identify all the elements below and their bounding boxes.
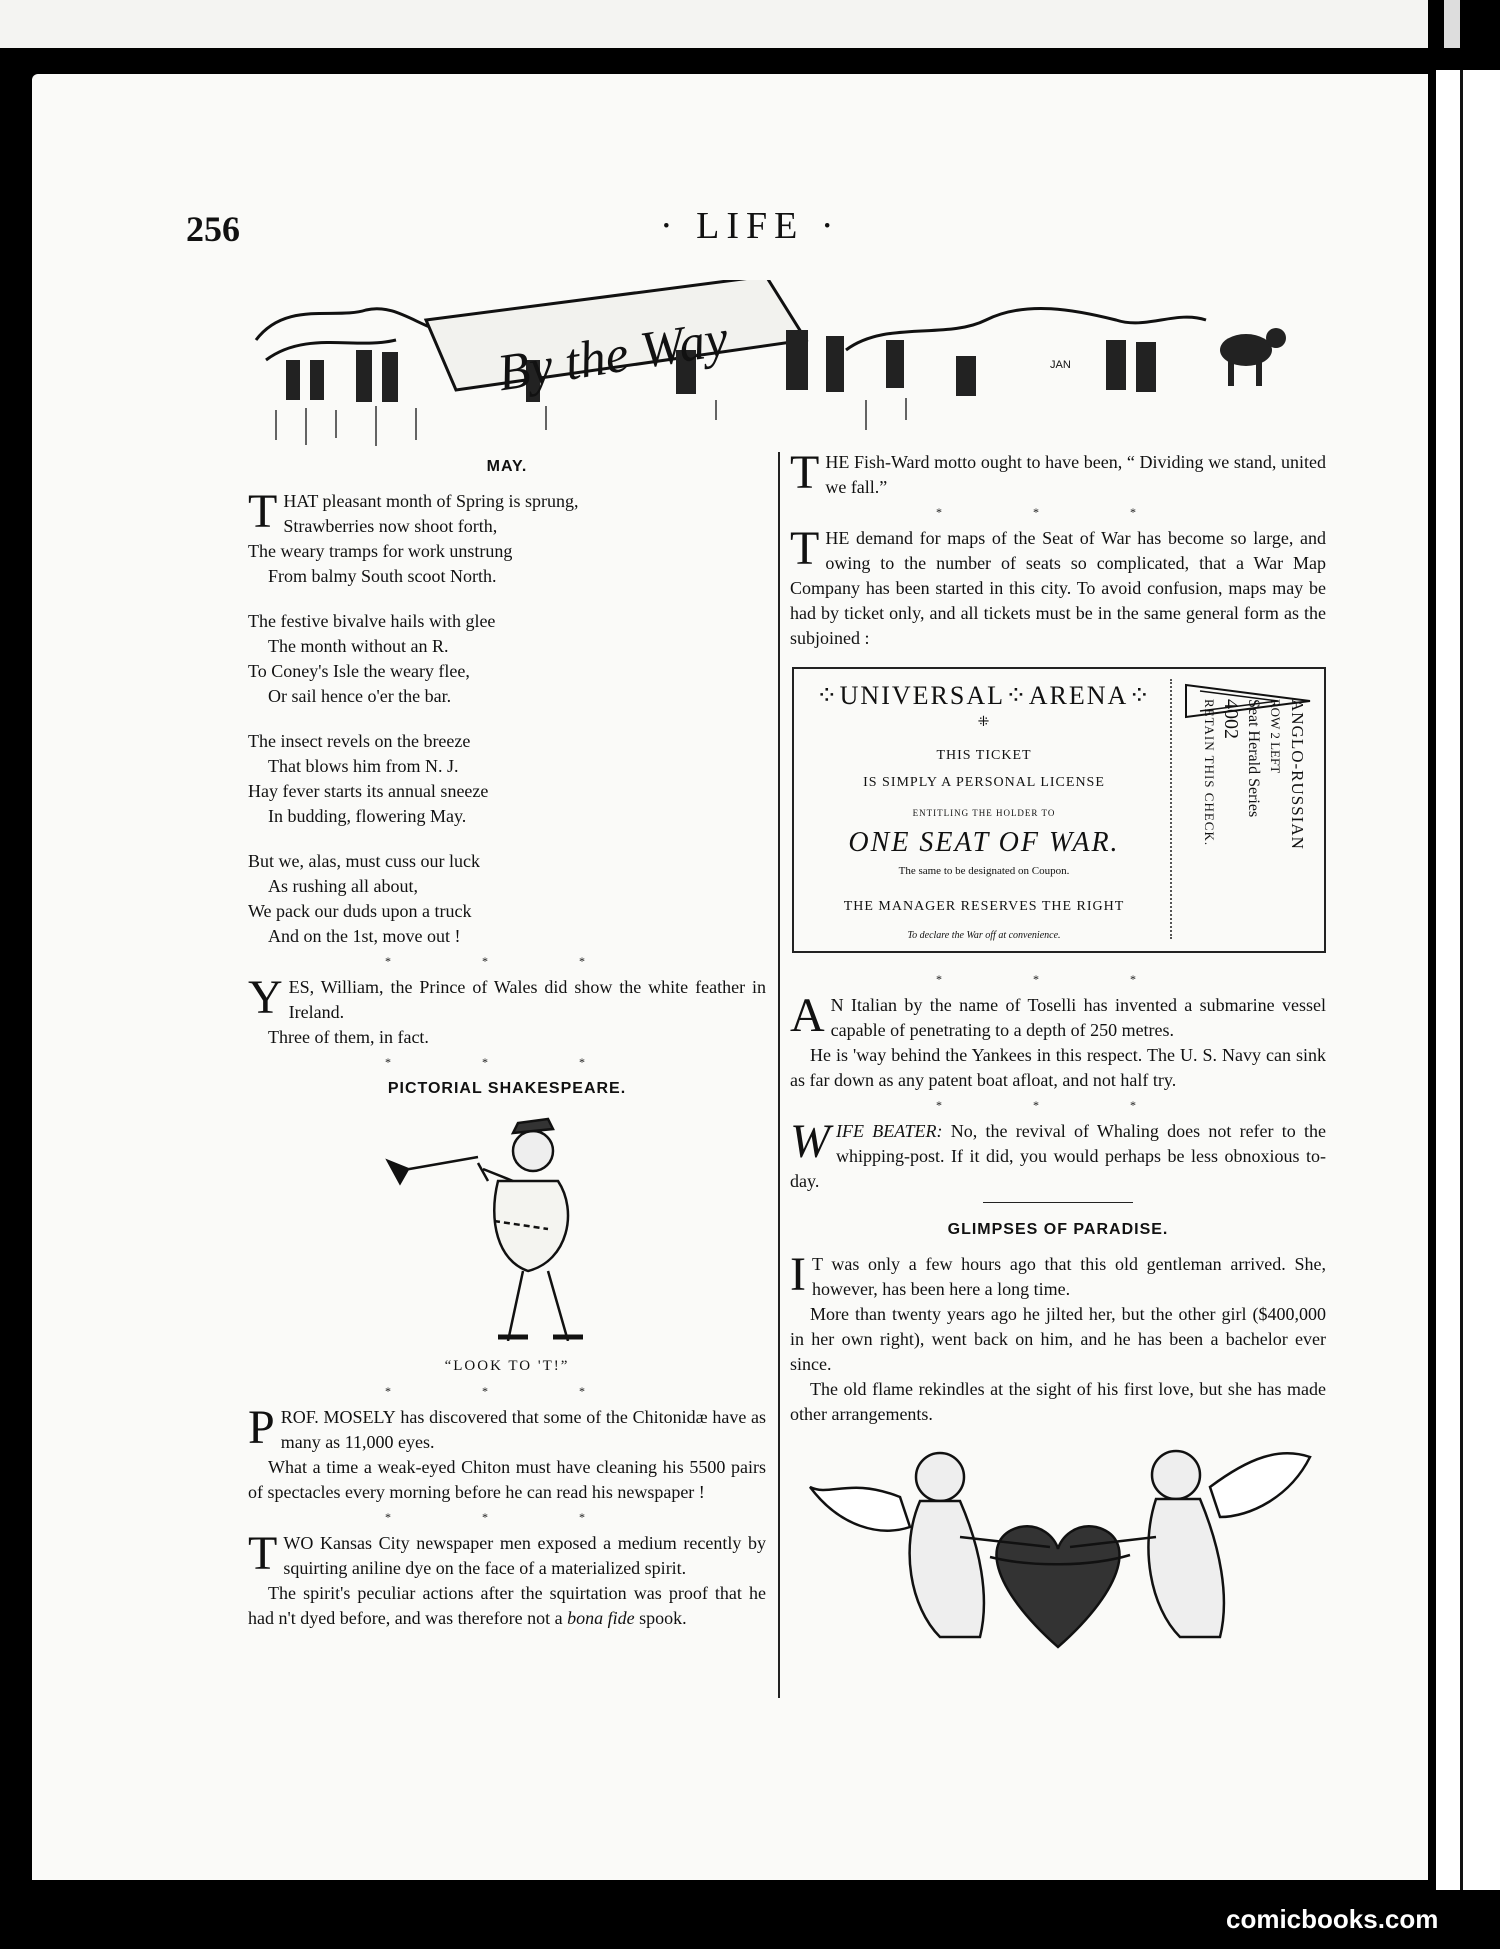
- dropcap: W: [790, 1115, 830, 1168]
- left-column: [248, 452, 766, 1631]
- ticket-main: [794, 669, 1174, 951]
- poem-line: HAT pleasant month of Spring is sprung,: [283, 491, 579, 511]
- lead-words: IFE BEATER:: [835, 1121, 943, 1141]
- poem-line: As rushing all about,: [268, 876, 418, 896]
- paradise-text: T was only a few hours ago that this old gentleman arrived. She, however, has been here a long time.: [811, 1254, 1326, 1299]
- fishward-text: Fish-Ward motto ought to have been, “ Dividing we stand, united we fall.”: [825, 452, 1326, 497]
- poem-line: The month without an R.: [268, 636, 449, 656]
- may-stanza-2: [248, 609, 766, 709]
- poem-line: The weary tramps for work unstrung: [248, 541, 513, 561]
- previous-page-corner: [1444, 0, 1460, 48]
- poem-line: Hay fever starts its annual sneeze: [248, 781, 489, 801]
- kansas-paragraph-2: [248, 1581, 766, 1631]
- cupids-illustration: [790, 1437, 1326, 1677]
- warmap-paragraph: [790, 522, 1326, 651]
- may-stanza-1: [248, 485, 766, 589]
- poem-line: The festive bivalve hails with glee: [248, 611, 496, 631]
- poem-line: In budding, flowering May.: [268, 806, 467, 826]
- banner-signature: JAN: [1050, 359, 1071, 371]
- poem-line: But we, alas, must cuss our luck: [248, 851, 480, 871]
- ticket-stub: [1178, 681, 1318, 939]
- poem-line: To Coney's Isle the weary flee,: [248, 661, 470, 681]
- italic-phrase: bona fide: [567, 1608, 635, 1628]
- toselli-paragraph: [790, 989, 1326, 1043]
- poem-line: Or sail hence o'er the bar.: [268, 686, 452, 706]
- wifebeater-paragraph: [790, 1115, 1327, 1194]
- page-number: 256: [186, 209, 240, 249]
- wifebeater-text: No, the revival of Whaling does not refer to the whipping-post. If it did, you would perhaps be less obnoxious to-day.: [790, 1121, 1327, 1191]
- ticket-ornament: ⁜: [977, 715, 991, 730]
- ticket-line: The same to be designated on Coupon.: [898, 865, 1070, 877]
- war-ticket: [792, 667, 1326, 953]
- running-title: · LIFE ·: [660, 205, 841, 247]
- by-the-way-banner: [246, 280, 1286, 450]
- ticket-line: THIS TICKET: [936, 748, 1032, 763]
- section-rule: [983, 1202, 1133, 1203]
- warmap-text: demand for maps of the Seat of War has become so large, and owing to the number of seats so complicated, that a War Map Company has been started in this city. To avoid confusion, maps may be had by ticket only, and all tickets must be in the same general form as the subjoined :: [790, 528, 1326, 648]
- separator-stars: * * *: [385, 1384, 629, 1398]
- ticket-line: ENTITLING THE HOLDER TO: [912, 808, 1056, 818]
- kansas-text: Kansas City newspaper men exposed a medium recently by squirting aniline dye on the face of a materialized spirit.: [283, 1533, 766, 1578]
- banner-title: By the Way: [493, 309, 732, 403]
- paradise-heading: GLIMPSES OF PARADISE.: [947, 1221, 1169, 1238]
- poem-line: That blows him from N. J.: [268, 756, 459, 776]
- ticket-seat: ONE SEAT OF WAR.: [848, 827, 1120, 858]
- column-rule: [778, 452, 780, 1698]
- wales-paragraph-2: Three of them, in fact.: [268, 1027, 429, 1047]
- next-page-edge: [1436, 70, 1500, 1890]
- stub-retain: RETAIN THIS CHECK.: [1202, 699, 1217, 847]
- stub-number: 4002: [1220, 699, 1242, 739]
- stub-text: [1198, 699, 1308, 929]
- separator-stars: * * *: [385, 954, 629, 968]
- ticket-line: To declare the War off at convenience.: [907, 930, 1061, 941]
- poem-line: Strawberries now shoot forth,: [283, 516, 498, 536]
- stub-series: Seat Herald Series: [1245, 699, 1262, 818]
- wales-paragraph: [248, 971, 766, 1025]
- trumpeter-illustration: [248, 1111, 766, 1341]
- may-stanza-4: [248, 849, 766, 949]
- separator-stars: * * *: [936, 505, 1180, 519]
- lead-words: HE: [825, 528, 850, 548]
- kansas-text: The spirit's peculiar actions after the squirtation was proof that he had n't dyed before, and was therefore not a: [248, 1583, 766, 1628]
- dropcap: T: [248, 485, 278, 538]
- dropcap: T: [790, 446, 820, 499]
- shakespeare-caption: “LOOK TO 'T!”: [444, 1358, 570, 1374]
- separator-stars: * * *: [385, 1055, 629, 1069]
- paradise-paragraph-2: More than twenty years ago he jilted her, but the other girl ($400,000 in her own right), went back on him, and he has been a bachelor ever since.: [790, 1304, 1326, 1374]
- dropcap: P: [248, 1401, 275, 1454]
- dropcap: I: [790, 1248, 806, 1301]
- kansas-paragraph: [248, 1527, 766, 1581]
- paradise-paragraph: [790, 1248, 1326, 1302]
- lead-words: HE: [825, 452, 850, 472]
- may-stanza-3: [248, 729, 766, 829]
- ticket-line: IS SIMPLY A PERSONAL LICENSE: [863, 775, 1105, 790]
- previous-page-edge: [0, 0, 1428, 48]
- poem-line: We pack our duds upon a truck: [248, 901, 472, 921]
- mosely-paragraph-2: What a time a weak-eyed Chiton must have cleaning his 5500 pairs of spectacles every morning before he can read his newspaper !: [248, 1457, 766, 1502]
- dropcap: T: [790, 522, 820, 575]
- ticket-venue: ⁘UNIVERSAL⁘ARENA⁘: [815, 681, 1153, 710]
- lead-words: ROF. MOSELY: [280, 1407, 396, 1427]
- stub-name: ANGLO-RUSSIAN: [1288, 699, 1307, 850]
- separator-stars: * * *: [936, 972, 1180, 986]
- poem-line: The insect revels on the breeze: [248, 731, 471, 751]
- separator-stars: * * *: [385, 1510, 629, 1524]
- paradise-paragraph-3: The old flame rekindles at the sight of his first love, but she has made other arrangements.: [790, 1379, 1326, 1424]
- poem-line: And on the 1st, move out !: [268, 926, 461, 946]
- lead-words: WO: [283, 1533, 314, 1553]
- right-column: [790, 446, 1327, 1684]
- binding-line: [1460, 70, 1463, 1890]
- fishward-paragraph: [790, 446, 1326, 500]
- stub-row: ROW 2 LEFT: [1268, 699, 1283, 774]
- ticket-line: THE MANAGER RESERVES THE RIGHT: [843, 899, 1125, 914]
- may-heading: MAY.: [486, 458, 528, 475]
- shakespeare-heading: PICTORIAL SHAKESPEARE.: [387, 1080, 627, 1097]
- poem-line: From balmy South scoot North.: [268, 566, 497, 586]
- mosely-text: has discovered that some of the Chitonidæ have as many as 11,000 eyes.: [280, 1407, 767, 1452]
- perforation: [1170, 679, 1172, 939]
- kansas-text: spook.: [634, 1608, 687, 1628]
- wales-text: ES, William, the Prince of Wales did show the white feather in Ireland.: [288, 977, 766, 1022]
- toselli-paragraph-2: He is 'way behind the Yankees in this respect. The U. S. Navy can sink as far down as any patent boat afloat, and not half try.: [790, 1045, 1326, 1090]
- watermark: comicbooks.com: [1226, 1904, 1439, 1934]
- dropcap: A: [790, 989, 825, 1042]
- toselli-text: N Italian by the name of Toselli has invented a submarine vessel capable of penetrating to a depth of 250 metres.: [830, 995, 1326, 1040]
- mosely-paragraph: [248, 1401, 767, 1455]
- dropcap: Y: [248, 971, 283, 1024]
- separator-stars: * * *: [936, 1098, 1180, 1112]
- dropcap: T: [248, 1527, 278, 1580]
